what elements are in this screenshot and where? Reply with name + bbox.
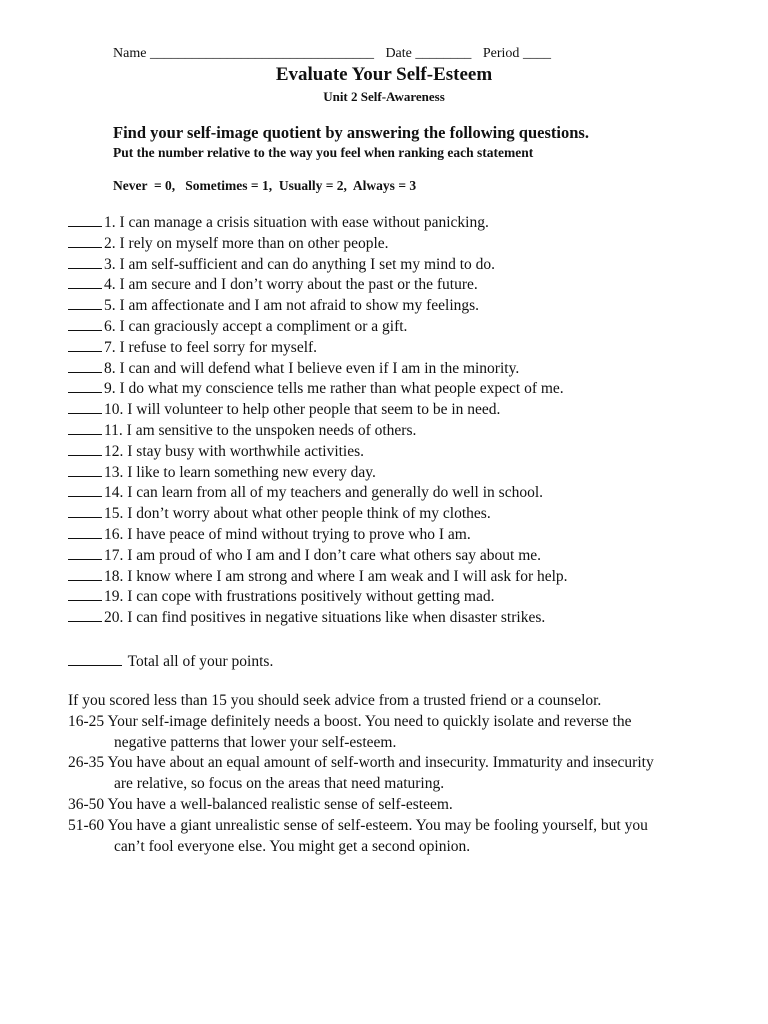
question-text: 8. I can and will defend what I believe even if I am in the minority.: [104, 359, 520, 377]
answer-blank[interactable]: [68, 482, 102, 497]
question-item: [68, 462, 568, 483]
question-item: [68, 378, 568, 399]
question-item: [68, 233, 568, 254]
question-text: 11. I am sensitive to the unspoken needs of others.: [104, 421, 417, 439]
score-interpretation: [68, 691, 668, 857]
answer-blank[interactable]: [68, 607, 102, 622]
question-text: 3. I am self-sufficient and can do anything I set my mind to do.: [104, 255, 496, 273]
question-text: 7. I refuse to feel sorry for myself.: [104, 338, 318, 356]
question-item: [68, 420, 568, 441]
question-item: [68, 274, 568, 295]
period-field[interactable]: ____: [522, 46, 551, 61]
rating-scale: Never = 0, Sometimes = 1, Usually = 2, Always = 3: [113, 178, 417, 193]
answer-blank[interactable]: [68, 212, 102, 227]
question-item: [68, 358, 568, 379]
question-item: [68, 399, 568, 420]
question-item: [68, 254, 568, 275]
question-text: 15. I don’t worry about what other people think of my clothes.: [104, 505, 491, 523]
score-range-item: 51-60 You have a giant unrealistic sense of self-esteem. You may be fooling yourself, but you can’t fool everyone else. You might get a second opinion.: [68, 816, 648, 855]
period-label: Period: [482, 46, 520, 61]
date-field[interactable]: ________: [415, 46, 472, 61]
score-range-item: 16-25 Your self-image definitely needs a boost. You need to quickly isolate and reverse the negative patterns that lower your self-esteem.: [68, 712, 632, 751]
question-text: 18. I know where I am strong and where I am weak and I will ask for help.: [104, 567, 568, 585]
question-item: [68, 566, 568, 587]
question-text: 6. I can graciously accept a compliment or a gift.: [104, 317, 408, 335]
score-range-item: If you scored less than 15 you should seek advice from a trusted friend or a counselor.: [68, 692, 602, 709]
page-subtitle: Unit 2 Self-Awareness: [323, 89, 445, 104]
question-text: 14. I can learn from all of my teachers and generally do well in school.: [104, 484, 544, 502]
question-item: [68, 503, 568, 524]
question-text: 4. I am secure and I don’t worry about the past or the future.: [104, 276, 478, 294]
question-item: [68, 337, 568, 358]
answer-blank[interactable]: [68, 337, 102, 352]
instructions-main: Find your self-image quotient by answering the following questions.: [113, 123, 589, 142]
answer-blank[interactable]: [68, 503, 102, 518]
total-line: [68, 651, 273, 671]
answer-blank[interactable]: [68, 545, 102, 560]
question-text: 12. I stay busy with worthwhile activities.: [104, 442, 365, 460]
answer-blank[interactable]: [68, 274, 102, 289]
page-title: Evaluate Your Self-Esteem: [275, 64, 493, 85]
total-label: Total all of your points.: [127, 653, 274, 670]
score-range-item: 36-50 You have a well-balanced realistic sense of self-esteem.: [68, 795, 453, 813]
date-label: Date: [385, 46, 412, 61]
answer-blank[interactable]: [68, 441, 102, 456]
answer-blank[interactable]: [68, 566, 102, 581]
question-text: 5. I am affectionate and I am not afraid to show my feelings.: [104, 297, 480, 315]
question-item: [68, 441, 568, 462]
name-label: Name: [113, 46, 147, 61]
question-text: 17. I am proud of who I am and I don’t care what others say about me.: [104, 546, 542, 564]
name-field[interactable]: ________________________________: [149, 46, 374, 61]
answer-blank[interactable]: [68, 586, 102, 601]
question-text: 9. I do what my conscience tells me rather than what people expect of me.: [104, 380, 564, 398]
answer-blank[interactable]: [68, 233, 102, 248]
question-list: [68, 212, 568, 628]
question-item: [68, 545, 568, 566]
question-text: 19. I can cope with frustrations positively without getting mad.: [104, 588, 495, 606]
question-item: [68, 316, 568, 337]
answer-blank[interactable]: [68, 295, 102, 310]
answer-blank[interactable]: [68, 378, 102, 393]
answer-blank[interactable]: [68, 358, 102, 373]
score-range-item: 26-35 You have about an equal amount of self-worth and insecurity. Immaturity and insecurity are relative, so focus on the areas that need maturing.: [68, 754, 654, 793]
question-text: 10. I will volunteer to help other people that seem to be in need.: [104, 401, 501, 419]
question-text: 1. I can manage a crisis situation with ease without panicking.: [104, 214, 489, 231]
question-item: [68, 607, 568, 628]
question-item: [68, 295, 568, 316]
total-blank[interactable]: [68, 651, 122, 666]
question-item: [68, 482, 568, 503]
answer-blank[interactable]: [68, 254, 102, 269]
instructions-sub: Put the number relative to the way you feel when ranking each statement: [113, 145, 534, 160]
question-text: 16. I have peace of mind without trying to prove who I am.: [104, 525, 471, 543]
answer-blank[interactable]: [68, 420, 102, 435]
question-item: [68, 212, 568, 233]
question-item: [68, 524, 568, 545]
question-text: 13. I like to learn something new every day.: [104, 463, 376, 481]
answer-blank[interactable]: [68, 462, 102, 477]
student-info-line: [113, 46, 551, 62]
answer-blank[interactable]: [68, 316, 102, 331]
question-item: [68, 586, 568, 607]
answer-blank[interactable]: [68, 524, 102, 539]
answer-blank[interactable]: [68, 399, 102, 414]
question-text: 20. I can find positives in negative situations like when disaster strikes.: [104, 609, 546, 627]
question-text: 2. I rely on myself more than on other people.: [104, 234, 389, 252]
